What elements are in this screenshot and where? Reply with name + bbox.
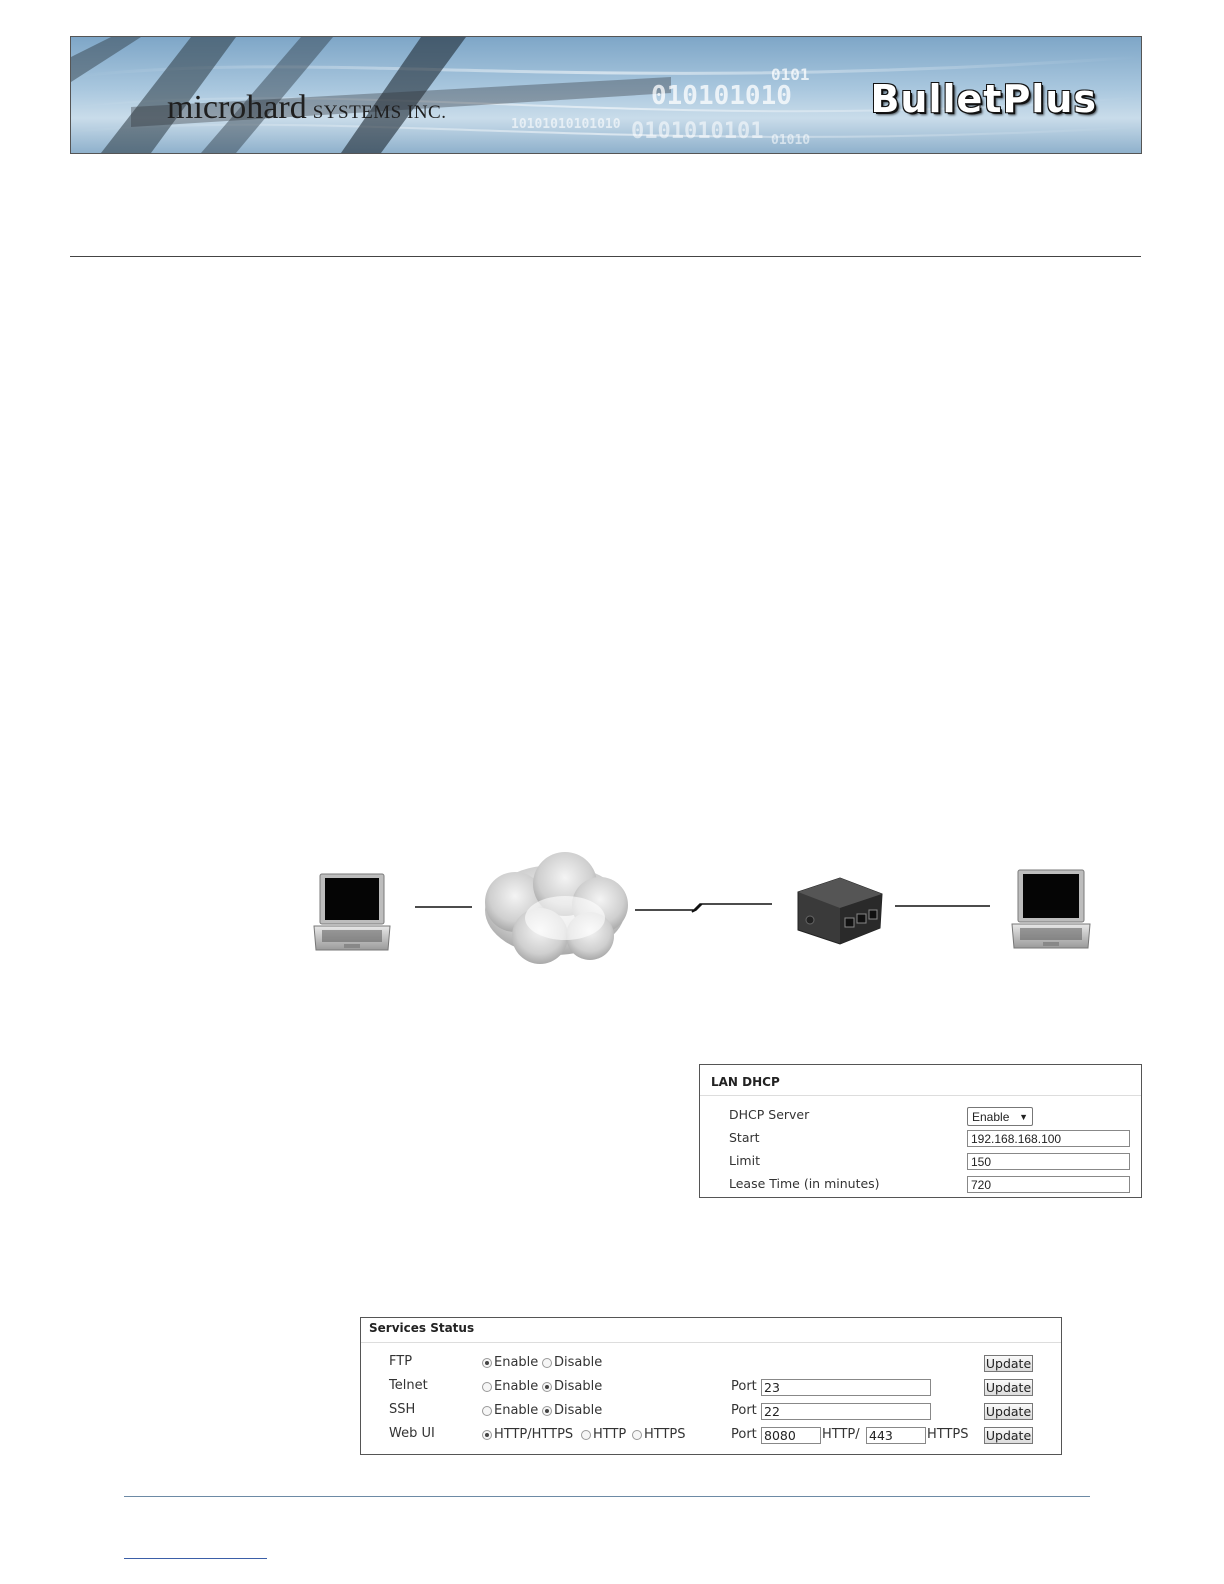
binary-decoration: 010101010 [651, 81, 792, 111]
binary-decoration: 0101 [771, 65, 810, 84]
radio-unselected-icon [581, 1430, 591, 1440]
footer-divider [124, 1496, 1090, 1497]
internet-cloud-icon [485, 852, 628, 964]
ftp-update-button[interactable]: Update [985, 1356, 1032, 1371]
ftp-disable-radio[interactable] [542, 1355, 602, 1370]
router-device-icon [798, 878, 882, 944]
radio-unselected-icon [542, 1358, 552, 1368]
radio-selected-icon [542, 1382, 552, 1392]
web-ui-label: Web UI [389, 1426, 435, 1441]
dhcp-server-select[interactable] [967, 1107, 1033, 1126]
binary-decoration: 01010 [771, 133, 811, 148]
radio-label: HTTP [593, 1427, 627, 1442]
radio-label: Disable [554, 1379, 603, 1394]
web-ui-http-radio[interactable] [581, 1427, 626, 1442]
panel-title: LAN DHCP [711, 1075, 780, 1089]
header-divider [70, 256, 1141, 257]
ssh-port-field[interactable]: 22 [761, 1403, 931, 1420]
panel-divider [700, 1095, 1141, 1096]
lease-time-label: Lease Time (in minutes) [729, 1176, 880, 1191]
wireless-link [635, 904, 772, 912]
radio-selected-icon [482, 1430, 492, 1440]
radio-label: Enable [494, 1379, 539, 1394]
telnet-update-button[interactable]: Update [985, 1380, 1032, 1395]
radio-unselected-icon [482, 1382, 492, 1392]
telnet-enable-radio[interactable] [482, 1379, 538, 1394]
dropdown-arrow-icon: ▼ [1019, 1112, 1028, 1122]
limit-label: Limit [729, 1153, 760, 1168]
company-logo [167, 89, 446, 127]
radio-selected-icon [482, 1358, 492, 1368]
telnet-label: Telnet [389, 1378, 428, 1393]
ftp-label: FTP [389, 1354, 413, 1369]
telnet-disable-radio[interactable] [542, 1379, 602, 1394]
ssh-label: SSH [389, 1402, 416, 1417]
ssh-disable-radio[interactable] [542, 1403, 602, 1418]
network-diagram [300, 850, 1100, 980]
radio-selected-icon [542, 1406, 552, 1416]
laptop-icon [1012, 870, 1090, 948]
laptop-icon [314, 874, 390, 950]
web-ui-http-port-field[interactable]: 8080 [761, 1427, 821, 1444]
start-ip-field[interactable]: 192.168.168.100 [967, 1130, 1130, 1147]
dhcp-server-label: DHCP Server [729, 1107, 810, 1122]
limit-field[interactable]: 150 [967, 1153, 1130, 1170]
web-ui-https-port-field[interactable]: 443 [866, 1427, 926, 1444]
web-ui-http-https-radio[interactable] [482, 1427, 573, 1442]
product-title: BulletPlus [870, 77, 1097, 121]
port-label: Port [731, 1379, 757, 1394]
lease-time-field[interactable]: 720 [967, 1176, 1130, 1193]
header-banner [70, 36, 1142, 154]
radio-unselected-icon [632, 1430, 642, 1440]
start-label: Start [729, 1130, 760, 1145]
radio-label: HTTPS [644, 1427, 686, 1442]
company-name: microhard [167, 89, 307, 126]
radio-unselected-icon [482, 1406, 492, 1416]
panel-divider [361, 1342, 1061, 1343]
http-suffix-label: HTTP/ [822, 1427, 860, 1442]
port-label: Port [731, 1403, 757, 1418]
radio-label: Disable [554, 1403, 603, 1418]
lan-dhcp-panel [699, 1064, 1142, 1198]
ftp-enable-radio[interactable] [482, 1355, 538, 1370]
binary-decoration: 10101010101010 [511, 117, 621, 132]
ssh-enable-radio[interactable] [482, 1403, 538, 1418]
dhcp-server-value: Enable [972, 1110, 1010, 1124]
radio-label: Disable [554, 1355, 603, 1370]
radio-label: Enable [494, 1355, 539, 1370]
panel-title: Services Status [369, 1321, 475, 1335]
company-suffix: SYSTEMS INC. [312, 102, 447, 123]
web-ui-https-radio[interactable] [632, 1427, 686, 1442]
radio-label: HTTP/HTTPS [494, 1427, 574, 1442]
radio-label: Enable [494, 1403, 539, 1418]
telnet-port-field[interactable]: 23 [761, 1379, 931, 1396]
services-status-panel [360, 1317, 1062, 1455]
port-label: Port [731, 1427, 757, 1442]
binary-decoration: 0101010101 [631, 119, 764, 144]
footer-link-underline[interactable] [124, 1558, 267, 1559]
https-suffix-label: HTTPS [927, 1427, 969, 1442]
ssh-update-button[interactable]: Update [985, 1404, 1032, 1419]
web-ui-update-button[interactable]: Update [985, 1428, 1032, 1443]
